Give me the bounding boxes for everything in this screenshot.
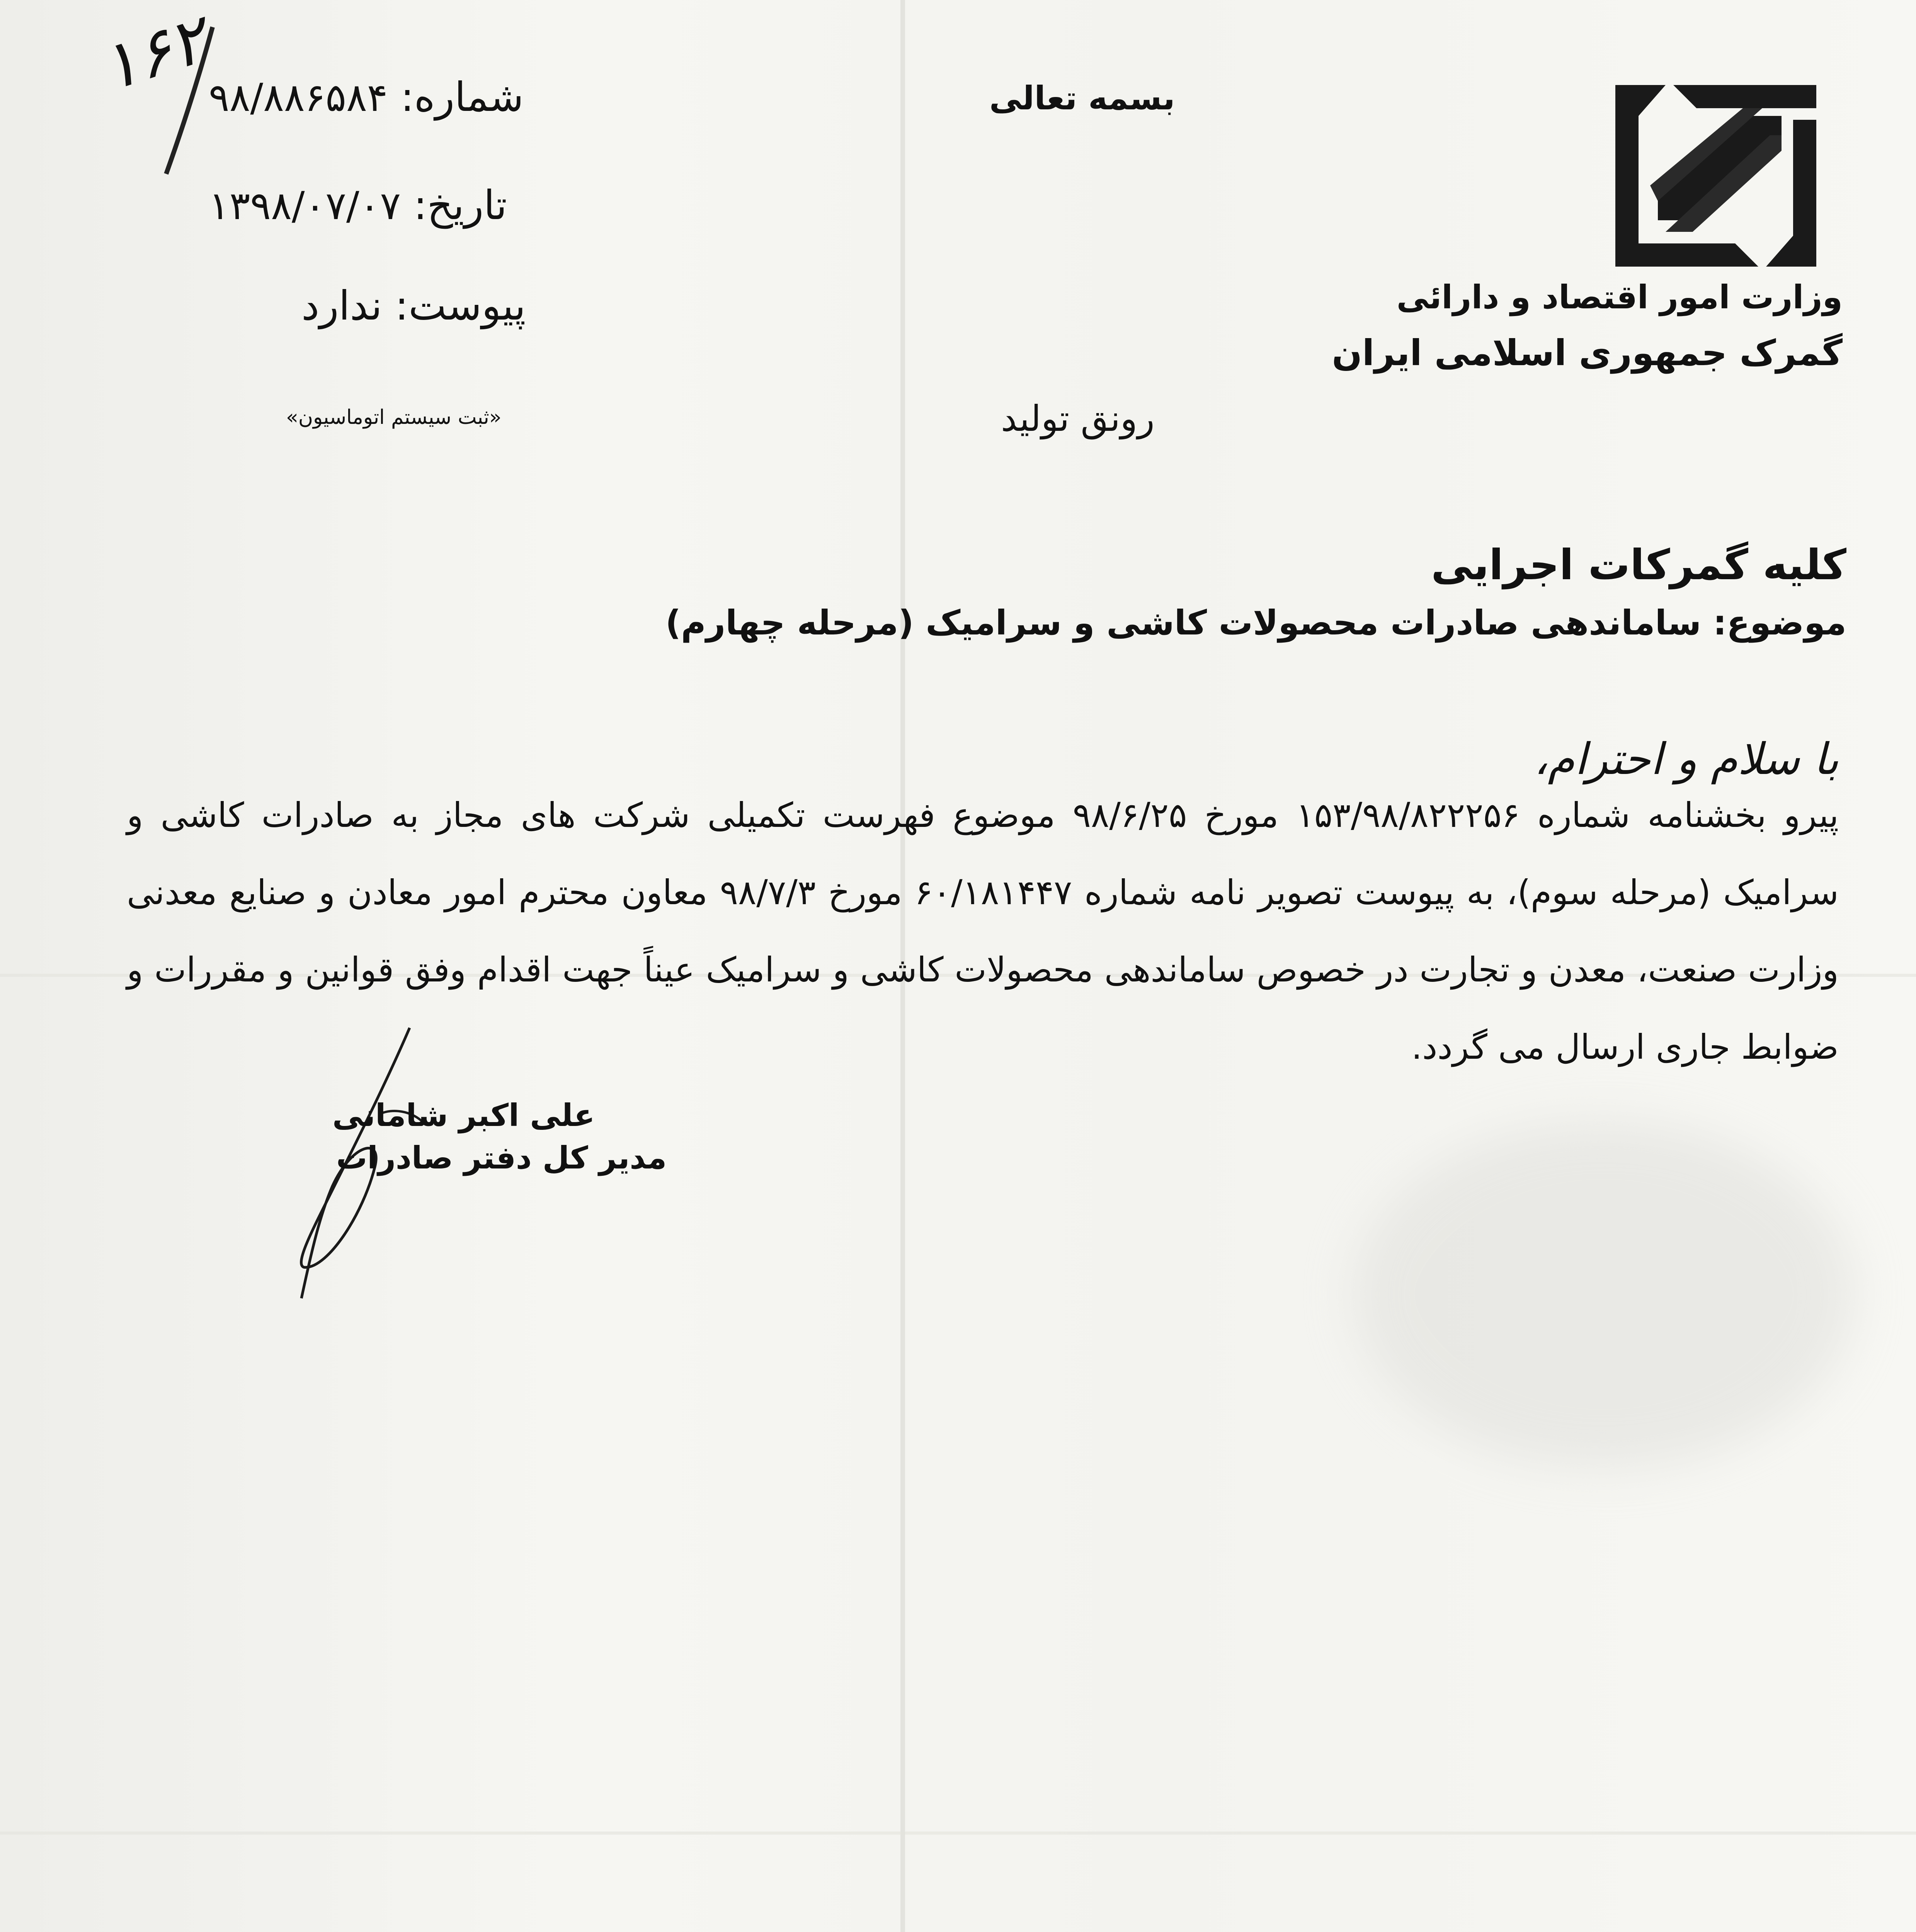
- addressee: کلیه گمرکات اجرایی: [1431, 541, 1846, 589]
- customs-name: گمرک جمهوری اسلامی ایران: [1332, 332, 1843, 374]
- signatory-title: مدیر کل دفتر صادرات: [336, 1140, 667, 1176]
- letter-body: پیرو بخشنامه شماره ۱۵۳/۹۸/۸۲۲۲۵۶ مورخ ۹۸/۶/۲۵ موضوع فهرست تکمیلی شرکت های مجاز به صادرات کاشی و سرامیک (مرحله سوم)، به پیوست تصویر نامه شماره ۶۰/۱۸۱۴۴۷ مورخ ۹۸/۷/۳ معاون محترم امور معادن و صنایع معدنی وزارت صنعت، معدن و تجارت در خصوص ساماندهی محصولات کاشی و سرامیک عیناً جهت اقدام وفق قوانین و مقررات و ضوابط جاری ارسال می گردد.: [127, 795, 1839, 1067]
- date-value: ۱۳۹۸/۰۷/۰۷: [209, 183, 401, 228]
- fold-line-horizontal: [0, 1832, 1916, 1835]
- ministry-name: وزارت امور اقتصاد و دارائی: [1396, 278, 1843, 316]
- customs-logo-icon: [1615, 85, 1816, 267]
- attachment-value: ندارد: [301, 282, 382, 329]
- date-label: تاریخ:: [413, 182, 507, 229]
- attachment-label: پیوست:: [395, 282, 526, 329]
- paper-shade: [1353, 1121, 1855, 1468]
- basmala: بسمه تعالی: [989, 79, 1175, 117]
- system-note: «ثبت سیستم اتوماسیون»: [286, 406, 502, 429]
- letter-number: [209, 73, 524, 121]
- number-value: ۹۸/۸۸۶۵۸۴: [209, 75, 388, 120]
- signatory-name: علی اکبر شامانی: [332, 1097, 595, 1133]
- subject-line: موضوع: ساماندهی صادرات محصولات کاشی و سرامیک (مرحله چهارم): [665, 603, 1846, 643]
- number-label: شماره:: [400, 73, 524, 121]
- handwritten-number: ۱۶۲: [91, 1, 216, 107]
- letter-date: [209, 182, 507, 229]
- greeting: با سلام و احترام،: [1534, 734, 1839, 784]
- copy-to: رونق تولید: [1001, 398, 1155, 439]
- letter-attachment: [301, 282, 526, 329]
